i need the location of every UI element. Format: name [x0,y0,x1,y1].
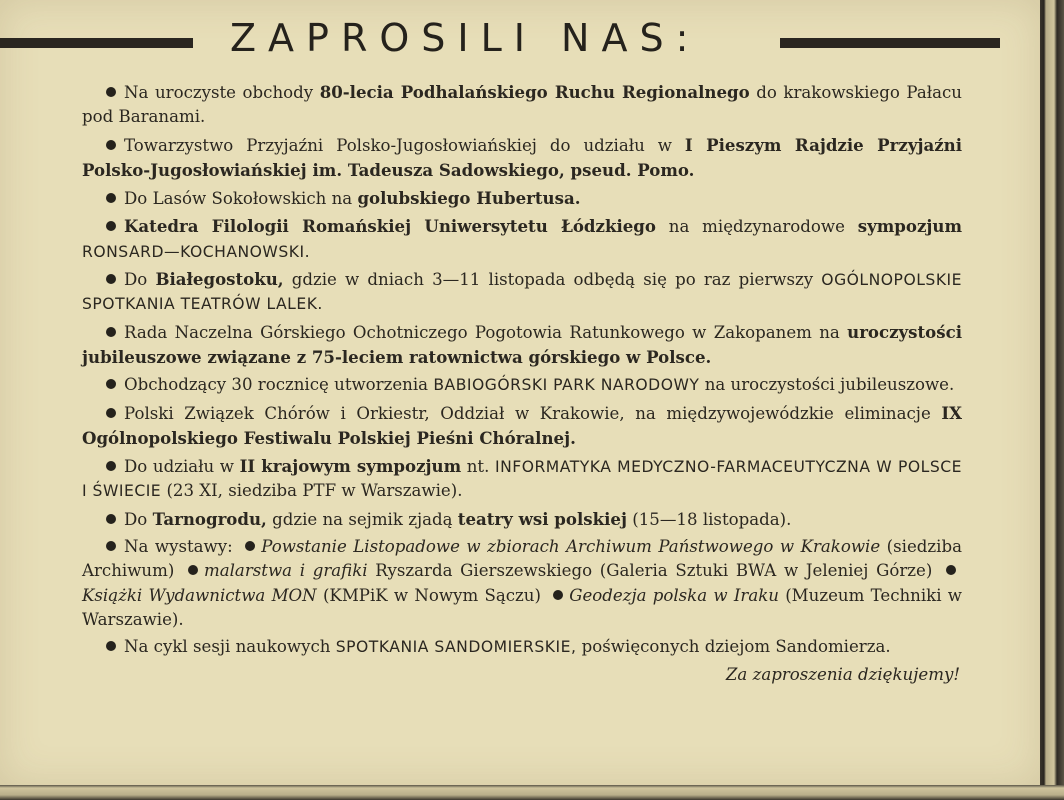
text-run: Do Lasów Sokołowskich na [124,189,358,209]
list-item [82,214,962,264]
bold-text: I Pieszym Rajdzie Przyjaźni Polsko-Jugosłowiańskiej im. Tadeusza Sadowskiego, pseud. Pomo. [82,134,963,180]
text-run: Do [124,270,156,290]
header [0,14,1040,64]
bold-text: Katedra Filologii Romańskiej Uniwersytetu Łódzkiego [124,216,656,237]
bullet-icon [106,408,116,418]
page-title: ZAPROSILI NAS: [230,16,701,60]
text-run: Towarzystwo Przyjaźni Polsko-Jugosłowiańskiej do udziału w [124,135,685,155]
closing-line: Za zaproszenia dziękujemy! [725,664,960,684]
bold-text: golubskiego Hubertusa. [357,188,581,209]
text-run: INFORMATYKA MEDYCZNO-FARMACEUTYCZNA W POLSCE I ŚWIECIE [82,458,962,501]
text-run: na uroczystości jubileuszowe. [699,375,955,395]
bold-text: Tarnogrodu, [152,508,267,529]
bold-text: Białegostoku, [155,269,284,290]
list-item [82,373,962,397]
text-run: Polski Związek Chórów i Orkiestr, Oddział w Krakowie, na międzywojewódzkie eliminacje [124,403,942,423]
text-run: gdzie na sejmik zjadą [266,509,458,529]
text-run: (23 XI, siedziba PTF w Warszawie). [161,481,463,501]
bullet-icon [106,379,116,389]
list-item [82,320,962,371]
list-item [82,267,962,317]
list-item [82,133,962,184]
bullet-icon [106,221,116,231]
list-item [82,635,962,659]
bullet-icon [106,193,116,203]
text-run: SPOTKANIA SANDOMIERSKIE, [335,638,577,657]
text-run: Do udziału w [124,457,240,477]
text-run: Rada Naczelna Górskiego Ochotniczego Pogotowia Ratunkowego w Zakopanem na [124,322,848,342]
bullet-icon [106,541,116,551]
title-rule-right [780,38,1000,48]
bold-text: uroczystości jubileuszowe związane z 75-leciem ratownictwa górskiego w Polsce. [82,321,962,367]
text-run: nt. [461,457,495,477]
italic-text: malarstwa i grafiki [204,561,368,581]
inline-bullet-icon [245,541,255,551]
text-run: (KMPiK w Nowym Sączu) [316,585,548,605]
text-run: gdzie w dniach 3—11 listopada odbędą się po raz pierwszy [283,270,822,290]
italic-text: Powstanie Listopadowe w zbiorach Archiwum Państwowego w Krakowie [261,537,881,557]
text-run: poświęconych dziejom Sandomierza. [576,637,891,657]
text-run: Obchodzący 30 rocznicę utworzenia [124,375,434,395]
text-run: RONSARD—KOCHANOWSKI. [82,242,311,261]
bullet-icon [106,87,116,97]
text-run: (siedziba Archiwum) [82,537,962,581]
article-body [82,80,962,687]
bold-text: teatry wsi polskiej [457,508,627,529]
bullet-icon [106,641,116,651]
text-run: Na wystawy: [124,537,240,557]
text-run: BABIOGÓRSKI PARK NARODOWY [433,376,700,395]
text-run: Na uroczyste obchody [124,83,320,102]
list-item [82,401,962,452]
bold-text: IX Ogólnopolskiego Festiwalu Polskiej Pieśni Chóralnej. [82,402,962,448]
list-item [82,507,962,532]
bold-text: sympozjum [857,216,962,237]
bullet-icon [106,327,116,337]
title-rule-left [0,38,193,48]
inline-bullet-icon [188,565,198,575]
list-item [82,535,962,632]
list-item [82,454,962,504]
page-edge-bottom [0,785,1064,800]
bullet-icon [106,274,116,284]
text-run: do krakowskiego Pałacu pod Baranami. [82,83,962,127]
text-run: Ryszarda Gierszewskiego (Galeria Sztuki BWA w Jeleniej Górze) [367,561,940,581]
text-run: (Muzeum Techniki w Warszawie). [82,585,962,629]
text-run: OGÓLNOPOLSKIE SPOTKANIA TEATRÓW LALEK. [82,271,962,314]
bold-text: II krajowym sympozjum [239,456,462,477]
inline-bullet-icon [946,565,956,575]
italic-text: Książki Wydawnictwa MON [82,585,317,605]
italic-text: Geodezja polska w Iraku [569,585,779,605]
inline-bullet-icon [553,590,563,600]
text-run: Na cykl sesji naukowych [124,637,336,657]
list-item [82,80,962,130]
text-run: (15—18 listopada). [626,509,792,529]
bold-text: 80-lecia Podhalańskiego Ruchu Regionalnego [319,82,750,102]
page-edge-right [1040,0,1064,800]
bullet-icon [106,461,116,471]
text-run: Do [124,509,153,529]
bullet-icon [106,140,116,150]
bullet-icon [106,514,116,524]
list-item [82,186,962,211]
text-run: na międzynarodowe [655,217,858,237]
